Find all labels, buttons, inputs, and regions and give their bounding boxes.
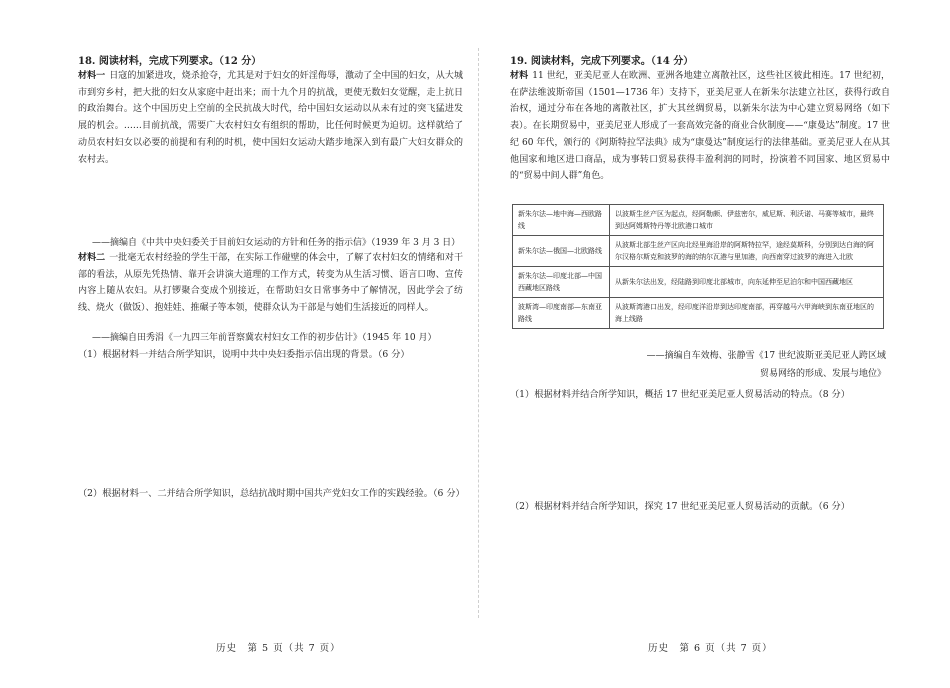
material-1-text: 日寇的加紧进攻，烧杀抢夺，尤其是对于妇女的奸淫侮辱，激动了全中国的妇女，从大城市到穷乡村，把大批的妇女从家庭中赶出来；而十九个月的抗战，更使无数妇女觉醒，走上抗日的政治舞台。这个中国历史上空前的全民抗战大时代，给中国妇女运动以从未有过的突飞猛进发展的机会。……目前抗战，需要广大农村妇女有组织的帮助，比任何时候更为迫切。这样就给了动员农村妇女以必要的前提和有利的时机，使中国妇女运动大踏步地深入到有最广大妇女群众的农村去。 (78, 71, 463, 165)
route-description: 从波斯湾港口出发，经印度洋沿岸到达印度南部，再穿越马六甲海峡到东南亚地区的海上线路 (610, 298, 884, 329)
material-2 (78, 250, 463, 317)
page-6 (510, 0, 890, 688)
question-18-2: （2）根据材料一、二并结合所学知识，总结抗战时期中国共产党妇女工作的实践经验。（6 分） (78, 488, 465, 499)
material-label: 材料 (510, 71, 529, 81)
route-name: 新朱尔法—俄国—北欧路线 (513, 236, 610, 267)
route-name: 波斯湾—印度南部—东南亚路线 (513, 298, 610, 329)
route-description: 从波斯北部生丝产区向北经里海沿岸的阿斯特拉罕，途经莫斯科，分别到达白海的阿尔汉格尔斯克和波罗的海的纳尔瓦港与里加港，向西南穿过波罗的海进入北欧 (610, 236, 884, 267)
route-description: 以波斯生丝产区为起点，经阿勒颇、伊兹密尔，威尼斯、利沃诺、马赛等城市，最终到达阿姆斯特丹等北欧港口城市 (610, 205, 884, 236)
page-5 (78, 0, 463, 688)
material-1-label: 材料一 (78, 71, 106, 81)
page-footer: 历史 第 6 页（共 7 页） (648, 643, 773, 654)
question-19-2: （2）根据材料并结合所学知识，探究 17 世纪亚美尼亚人贸易活动的贡献。（6 分） (510, 501, 850, 512)
material-2-text: 一批毫无农村经验的学生干部，在实际工作碰壁的体会中，了解了农村妇女的情绪和对干部的看法，从原先凭热情、靠开会讲演大道理的工作方式，转变为从生活习惯、语言口吻、宣传内容上随从农妇。从打锣聚合变成个别接近，在帮助妇女日常事务中了解情况，因此学会了纺线、烧火（做饭）、抱娃娃、推碾子等本领，使群众认为干部是与她们生活接近的同样人。 (78, 253, 463, 314)
material-1 (78, 68, 463, 168)
route-description: 从新朱尔法出发，经陆路到印度北部城市，向东延伸至尼泊尔和中国西藏地区 (610, 267, 884, 298)
question-18-1: （1）根据材料一并结合所学知识，说明中共中央妇委指示信出现的背景。（6 分） (78, 349, 410, 360)
material-text: 11 世纪，亚美尼亚人在欧洲、亚洲各地建立离散社区，这些社区彼此相连。17 世纪初，在萨法维波斯帝国（1501—1736 年）支持下，亚美尼亚人在新朱尔法建立社区，获得行政自治权，通过分布在各地的离散社区，扩大其丝绸贸易，以新朱尔法为中心建立贸易网络（如下表）。在长期贸易中，亚美尼亚人形成了一套高效完备的商业合伙制度——“康曼达”制度。17 世纪 60 年代，颁行的《阿斯特拉罕法典》成为“康曼达”制度运行的法律基础。亚美尼亚人在从其他国家和地区进口商品，成为事转口贸易获得丰盈利润的同时，扮演着不同国家、地区贸易中的“贸易中间人群”角色。 (510, 71, 890, 182)
question-18-title: 18. 阅读材料，完成下列要求。（12 分） (78, 56, 262, 67)
route-name: 新朱尔法—印度北部—中国西藏地区路线 (513, 267, 610, 298)
page-divider (478, 48, 479, 618)
material-source-line-1: ——摘编自车效梅、张静雪《17 世纪波斯亚美尼亚人跨区域 (646, 351, 886, 361)
trade-routes-table (512, 204, 884, 329)
material-2-source: ——摘编自田秀涓《一九四三年前晋察冀农村妇女工作的初步估计》（1945 年 10 月） (92, 333, 437, 343)
table-row (513, 236, 884, 267)
material-1-source: ——摘编自《中共中央妇委关于目前妇女运动的方针和任务的指示信》（1939 年 3 月 3 日） (92, 238, 461, 248)
route-name: 新朱尔法—地中海—西欧路线 (513, 205, 610, 236)
question-19-1: （1）根据材料并结合所学知识，概括 17 世纪亚美尼亚人贸易活动的特点。（8 分） (510, 389, 850, 400)
table-row (513, 205, 884, 236)
table-row (513, 267, 884, 298)
material-source-line-2: 贸易网络的形成、发展与地位》 (759, 369, 886, 379)
question-19-title: 19. 阅读材料，完成下列要求。（14 分） (510, 56, 694, 67)
table-row (513, 298, 884, 329)
page-footer: 历史 第 5 页（共 7 页） (216, 643, 341, 654)
material (510, 68, 890, 185)
material-2-label: 材料二 (78, 253, 106, 263)
